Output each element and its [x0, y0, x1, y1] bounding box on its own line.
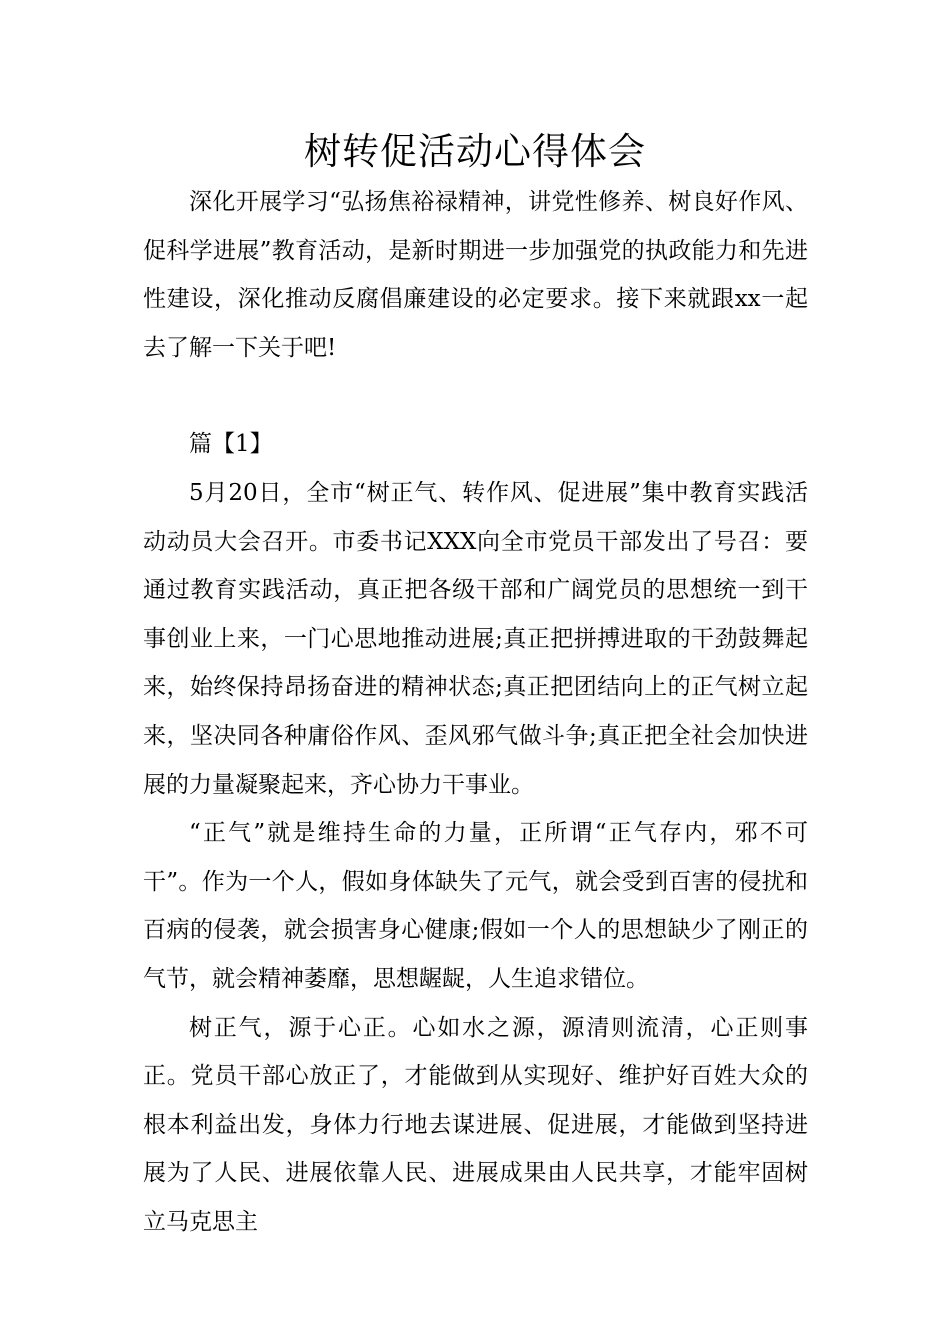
body-paragraph: “正气”就是维持生命的力量，正所谓“正气存内，邪不可干”。作为一个人，假如身体缺失了元气，就会受到百害的侵扰和百病的侵袭，就会损害身心健康;假如一个人的思想缺少了刚正的气节，就会精神萎靡，思想龌龊，人生追求错位。 [143, 820, 808, 992]
body-paragraph: 树正气，源于心正。心如水之源，源清则流清，心正则事正。党员干部心放正了，才能做到从实现好、维护好百姓大众的根本利益出发，身体力行地去谋进展、促进展，才能做到坚持进展为了人民、进展依靠人民、进展成果由人民共享，才能牢固树立马克思主 [143, 1014, 808, 1235]
document-body [143, 178, 808, 1246]
document-title: 树转促活动心得体会 [304, 130, 646, 173]
body-paragraph: 5月20日，全市“树正气、转作风、促进展”集中教育实践活动动员大会召开。市委书记XXX向全市党员干部发出了号召：要通过教育实践活动，真正把各级干部和广阔党员的思想统一到干事创业上来，一门心思地推动进展;真正把拼搏进取的干劲鼓舞起来，始终保持昂扬奋进的精神状态;真正把团结向上的正气树立起来，坚决同各种庸俗作风、歪风邪气做斗争;真正把全社会加快进展的力量凝聚起来，齐心协力干事业。 [143, 479, 808, 798]
intro-paragraph: 深化开展学习“弘扬焦裕禄精神，讲党性修养、树良好作风、促科学进展”教育活动，是新时期进一步加强党的执政能力和先进性建设，深化推动反腐倡廉建设的必定要求。接下来就跟xx一起去了解一下关于吧! [143, 189, 808, 361]
section-heading: 篇【1】 [189, 431, 273, 458]
